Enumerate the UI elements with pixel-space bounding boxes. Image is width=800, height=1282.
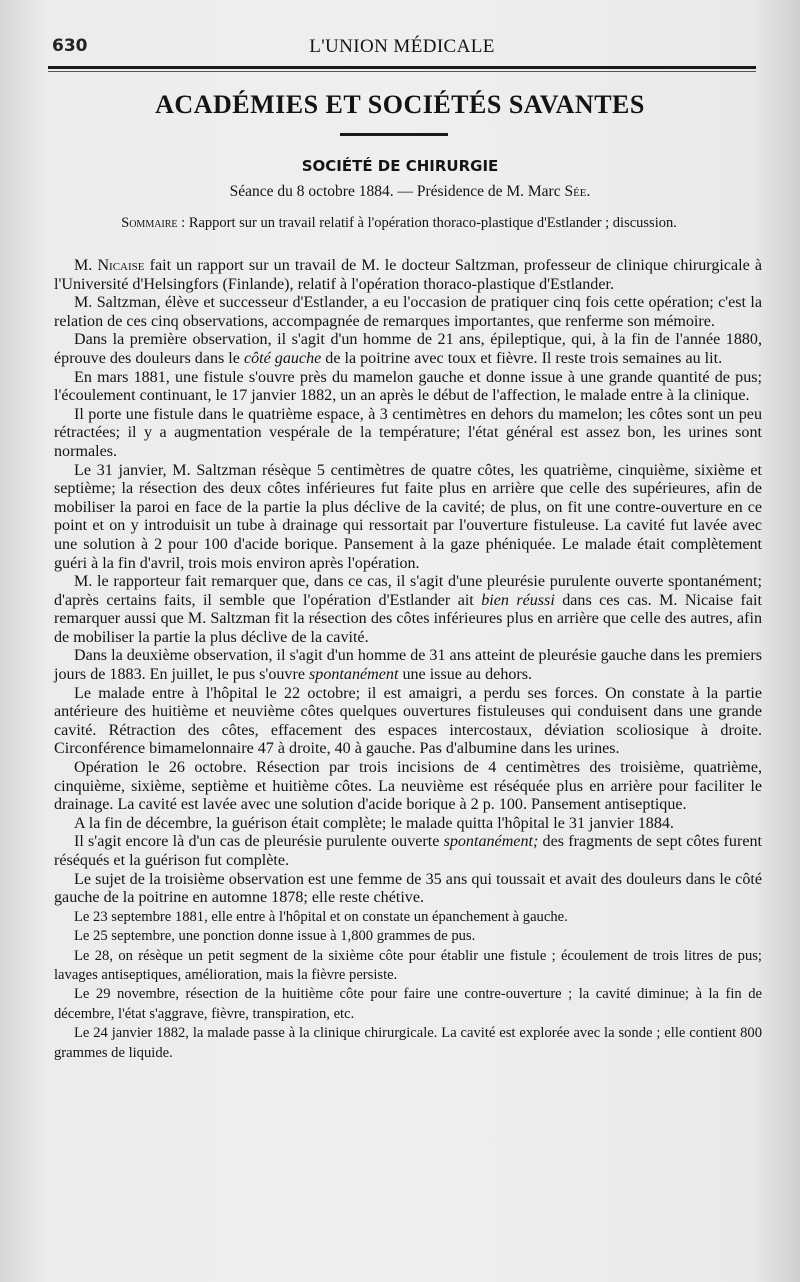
sommaire (60, 214, 738, 232)
paragraph (54, 462, 762, 574)
article-body (54, 257, 762, 1063)
paragraph (54, 871, 762, 908)
paragraph-text: Dans la deuxième observation, il s'agit d'un homme de 31 ans atteint de pleurésie gauche dans les premiers jours de 1883. En juillet, le pus s'ouvre (54, 647, 762, 684)
running-head: L'UNION MÉDICALE (309, 36, 495, 57)
paragraph (54, 985, 762, 1024)
header-rule-thin (48, 71, 756, 72)
paragraph (54, 815, 762, 834)
society-heading: SOCIÉTÉ DE CHIRURGIE (301, 157, 499, 175)
paragraph-text: fait un rapport sur un travail de M. le docteur Saltzman, professeur de clinique chirurgicale à l'Université d'Helsingfors (Finlande), relatif à l'opération thoraco-plastique d'Estlander. (54, 257, 763, 293)
paragraph (54, 331, 762, 368)
section-title: ACADÉMIES ET SOCIÉTÉS SAVANTES (155, 90, 645, 119)
paragraph-text: Opération le 26 octobre. Résection par trois incisions de 4 centimètres des troisième, quatrième, cinquième, sixième, septième et huitième côtes. La neuvième est réséquée plus en arrière pour faciliter le drainage. La cavité est lavée avec une solution d'acide borique à 2 p. 100. Pansement antiseptique. (54, 759, 762, 814)
paragraph (54, 1024, 762, 1063)
paragraph-text: Dans la première observation, il s'agit d'un homme de 21 ans, épileptique, qui, à la fin de l'année 1880, éprouve des douleurs dans le (54, 331, 762, 367)
sommaire-label: Sommaire (121, 215, 178, 231)
paragraph-text: Il porte une fistule dans le quatrième espace, à 3 centimètres en dehors du mamelon; les côtes sont un peu rétractées; il y a augmentation vespérale de la température; l'état général est assez bon, les urines sont normales. (54, 405, 762, 460)
seance-line (60, 183, 760, 201)
page-header (52, 36, 752, 58)
paragraph (54, 573, 762, 647)
paragraph (54, 294, 762, 331)
paragraph-text: Le 23 septembre 1881, elle entre à l'hôpital et on constate un épanchement à gauche. (74, 908, 568, 925)
page-number: 630 (52, 36, 88, 56)
title-rule (340, 133, 448, 136)
header-rule (48, 66, 756, 69)
paragraph (54, 257, 762, 294)
sommaire-text: : Rapport sur un travail relatif à l'opération thoraco-plastique d'Estlander ; discussion. (177, 215, 677, 231)
speaker-name: Nicaise (97, 257, 145, 274)
emphasis-text: spontanément (309, 666, 399, 684)
paragraph-text: Le sujet de la troisième observation est une femme de 35 ans qui toussait et avait des douleurs dans le côté gauche de la poitrine en automne 1878; elle reste chétive. (54, 870, 762, 907)
paragraph (54, 647, 762, 684)
paragraph-text: Le 28, on résèque un petit segment de la sixième côte pour établir une fistule ; écoulement de trois litres de pus; lavages antiseptiques, amélioration, mais la fièvre persiste. (54, 947, 762, 983)
paragraph-text: A la fin de décembre, la guérison était complète; le malade quitta l'hôpital le 31 janvier 1884. (74, 814, 674, 832)
paragraph-text: En mars 1881, une fistule s'ouvre près du mamelon gauche et donne issue à une grande quantité de pus; l'écoulement continuant, le 17 janvier 1882, un an après le début de l'affection, le malade entre à la clinique. (54, 368, 762, 405)
paragraph-text: Le 24 janvier 1882, la malade passe à la clinique chirurgicale. La cavité est explorée avec la sonde ; elle contient 800 grammes de liquide. (54, 1025, 762, 1061)
paragraph-lead: M. (74, 257, 98, 274)
paragraph-text: de la poitrine avec toux et fièvre. Il reste trois semaines au lit. (321, 349, 723, 367)
paragraph (54, 406, 762, 462)
president-name: Sée. (564, 183, 591, 200)
paragraph (54, 947, 762, 986)
paragraph-text: Il s'agit encore là d'un cas de pleurésie purulente ouverte (74, 833, 444, 851)
paragraph-text: dans ces cas. M. Nicaise fait remarquer aussi que M. Saltzman fit la résection des côtes inférieures plus en arrière que celle des autres, afin de mobiliser la partie la plus déclive de la cavité. (54, 591, 762, 646)
paragraph (54, 908, 762, 927)
paragraph-text: Le malade entre à l'hôpital le 22 octobre; il est amaigri, a perdu ses forces. On constate à la partie antérieure des huitième et neuvième côtes quelques ouvertures fistuleuses qui conduisent dans une grande cavité. Rétraction des côtes, effacement des espaces intercostaux, déviation scoliosique à droite. Circonférence bimamelonnaire 47 à droite, 40 à gauche. Pas d'albumine dans les urines. (54, 684, 762, 758)
paragraph-text: des fragments de sept côtes furent réséqués et la guérison fut complète. (54, 833, 762, 869)
paragraph (54, 927, 762, 946)
emphasis-text: bien réussi (481, 591, 555, 609)
paragraph-text: une issue au dehors. (398, 666, 533, 684)
paragraph (54, 759, 762, 815)
emphasis-text: spontanément; (443, 833, 539, 851)
seance-text: Séance du 8 octobre 1884. — Présidence de M. Marc (229, 183, 565, 200)
paragraph-text: M. le rapporteur fait remarquer que, dans ce cas, il s'agit d'une pleurésie purulente ouverte spontanément; d'après certains faits, il semble que l'opération d'Estlander ait (54, 573, 762, 609)
paragraph (54, 369, 762, 406)
paragraph-text: Le 29 novembre, résection de la huitième côte pour faire une contre-ouverture ; la cavité diminue; à la fin de décembre, l'état s'aggrave, fièvre, transpiration, etc. (54, 986, 762, 1022)
paragraph (54, 833, 762, 870)
paragraph-text: Le 31 janvier, M. Saltzman résèque 5 centimètres de quatre côtes, les quatrième, cinquième, sixième et septième; la résection des deux côtes inférieures fut faite plus en arrière que celle des supérieures, afin de mobiliser la paroi en face de la partie la plus déclive de la cavité; de plus, on fit une contre-ouverture en ce point et on y introduisit un tube à drainage qui ressortait par l'ouverture fistuleuse. La cavité fut lavée avec une solution à 2 pour 100 d'acide borique. Pansement à la gaze phéniquée. Le malade était complètement guéri à la fin d'avril, trois mois environ après l'opération. (54, 461, 762, 572)
emphasis-text: côté gauche (243, 349, 322, 367)
paragraph (54, 685, 762, 759)
paragraph-text: Le 25 septembre, une ponction donne issue à 1,800 grammes de pus. (74, 928, 476, 945)
paragraph-text: M. Saltzman, élève et successeur d'Estlander, a eu l'occasion de pratiquer cinq fois cette opération; c'est la relation de ces cinq observations, accompagnée de remarques importantes, que renferme son mémoire. (54, 294, 762, 330)
